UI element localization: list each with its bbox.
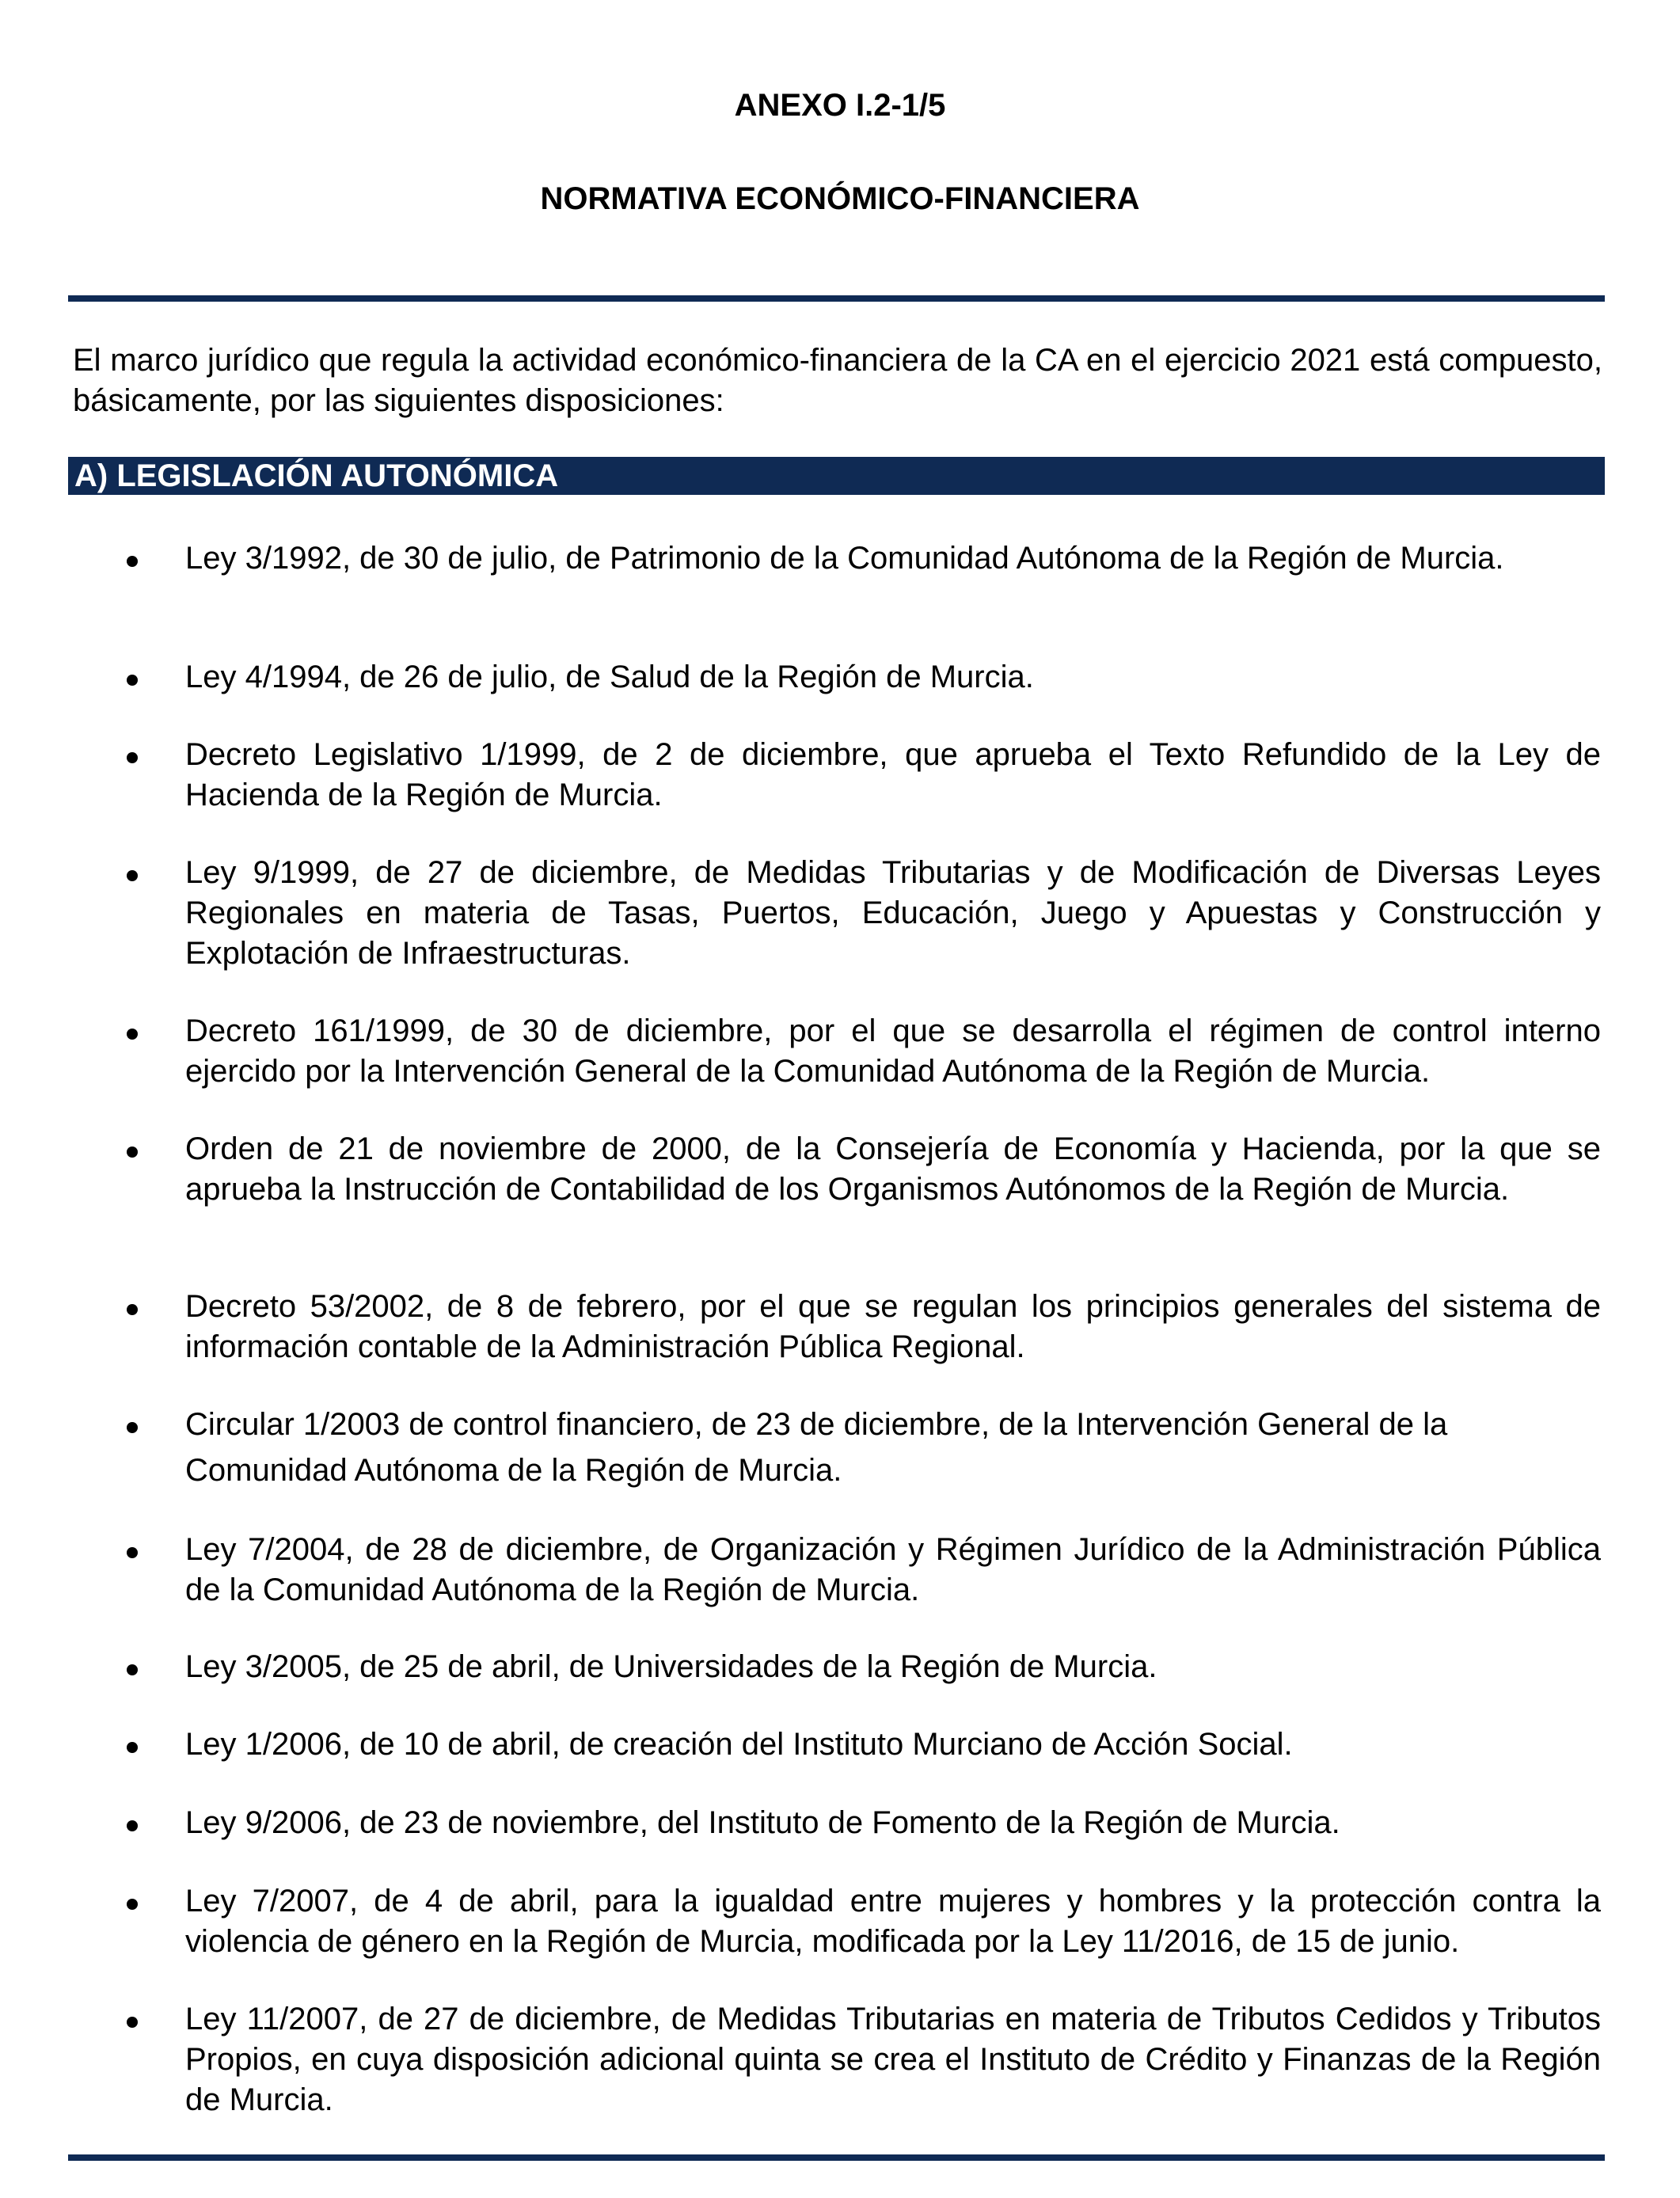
law-text: Ley 9/2006, de 23 de noviembre, del Instituto de Fomento de la Región de Murcia. xyxy=(185,1805,1340,1840)
section-heading-bar: A) LEGISLACIÓN AUTONÓMICA xyxy=(68,457,1605,495)
top-divider xyxy=(68,295,1605,302)
law-text: Ley 7/2007, de 4 de abril, para la igualdad entre mujeres y hombres y la protección contra la violencia de género en la Región de Murcia, modificada por la Ley 11/2016, de 15 de junio. xyxy=(185,1884,1601,1959)
law-text: Ley 11/2007, de 27 de diciembre, de Medidas Tributarias en materia de Tributos Cedidos y Tributos Propios, en cuya disposición adicional quinta se crea el Instituto de Crédito y Finanzas de la Región de Murcia. xyxy=(185,2002,1601,2117)
law-text: Orden de 21 de noviembre de 2000, de la Consejería de Economía y Hacienda, por la que se aprueba la Instrucción de Contabilidad de los Organismos Autónomos de la Región de Murcia. xyxy=(185,1131,1601,1207)
law-text: Circular 1/2003 de control financiero, de 23 de diciembre, de la Intervención General de la Comunidad Autónoma de la Región de Murcia. xyxy=(185,1407,1448,1488)
annex-title: ANEXO I.2-1/5 xyxy=(734,88,946,123)
bottom-divider xyxy=(68,2154,1605,2161)
law-text: Ley 7/2004, de 28 de diciembre, de Organización y Régimen Jurídico de la Administración Pública de la Comunidad Autónoma de la Región de Murcia. xyxy=(185,1532,1601,1607)
bullet-icon xyxy=(127,1820,138,1831)
bullet-icon xyxy=(127,1899,138,1910)
bullet-icon xyxy=(127,1304,138,1315)
law-text: Ley 1/2006, de 10 de abril, de creación del Instituto Murciano de Acción Social. xyxy=(185,1727,1293,1762)
law-text: Ley 9/1999, de 27 de diciembre, de Medidas Tributarias y de Modificación de Diversas Leyes Regionales en materia de Tasas, Puertos, Educación, Juego y Apuestas y Construcción y Explotación de Infraestructuras. xyxy=(185,855,1601,971)
bullet-icon xyxy=(127,1664,138,1675)
bullet-icon xyxy=(127,752,138,763)
bullet-icon xyxy=(127,1742,138,1753)
law-text: Ley 3/1992, de 30 de julio, de Patrimonio de la Comunidad Autónoma de la Región de Murcia. xyxy=(185,541,1504,576)
law-text: Decreto 53/2002, de 8 de febrero, por el que se regulan los principios generales del sistema de información contable de la Administración Pública Regional. xyxy=(185,1289,1601,1364)
bullet-icon xyxy=(127,870,138,881)
intro-paragraph: El marco jurídico que regula la actividad económico-financiera de la CA en el ejercicio 2021 está compuesto, básicamente, por las siguientes disposiciones: xyxy=(73,343,1602,418)
bullet-icon xyxy=(127,1029,138,1040)
bullet-icon xyxy=(127,675,138,686)
law-text: Decreto 161/1999, de 30 de diciembre, por el que se desarrolla el régimen de control interno ejercido por la Intervención General de la Comunidad Autónoma de la Región de Murcia. xyxy=(185,1013,1601,1089)
bullet-icon xyxy=(127,1547,138,1558)
bullet-icon xyxy=(127,1422,138,1433)
page-title: NORMATIVA ECONÓMICO-FINANCIERA xyxy=(540,181,1140,216)
law-text: Ley 3/2005, de 25 de abril, de Universidades de la Región de Murcia. xyxy=(185,1649,1157,1684)
law-text: Ley 4/1994, de 26 de julio, de Salud de la Región de Murcia. xyxy=(185,660,1034,694)
bullet-icon xyxy=(127,2017,138,2028)
law-text: Decreto Legislativo 1/1999, de 2 de diciembre, que aprueba el Texto Refundido de la Ley de Hacienda de la Región de Murcia. xyxy=(185,737,1601,812)
bullet-icon xyxy=(127,1147,138,1158)
bullet-icon xyxy=(127,556,138,567)
